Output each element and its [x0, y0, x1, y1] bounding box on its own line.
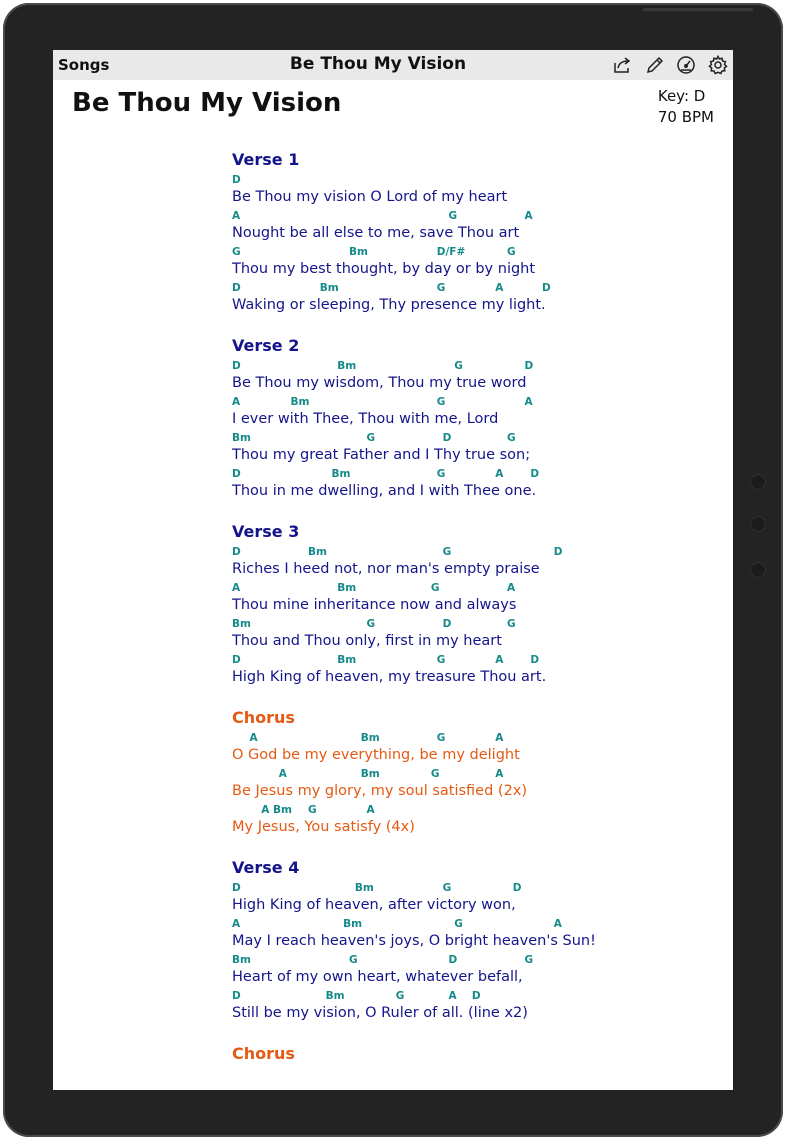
chord: D	[232, 360, 241, 372]
lyric-line: High King of heaven, after victory won,	[232, 897, 516, 913]
lyric-line: Thou my great Father and I Thy true son;	[232, 447, 531, 463]
chord: D	[232, 654, 241, 666]
chord: A	[524, 396, 533, 408]
chord-sheet	[232, 148, 712, 1084]
chord: D	[232, 174, 241, 186]
chord: G	[436, 468, 446, 480]
song-key: Key: D	[657, 87, 706, 105]
chord: A	[495, 282, 504, 294]
lyric-line: Still be my vision, O Ruler of all. (line x2)	[232, 1005, 528, 1021]
sensor-dot	[751, 517, 765, 531]
chord: G	[349, 954, 358, 966]
chord-line	[232, 580, 712, 595]
chord: D	[232, 882, 241, 894]
chord: Bm	[325, 990, 345, 1002]
chord: Bm	[360, 768, 380, 780]
chord-line	[232, 766, 712, 781]
chord: G	[506, 432, 516, 444]
lyric-line: Thou in me dwelling, and I with Thee one.	[232, 483, 537, 499]
chord: D/F#	[436, 246, 466, 258]
chord-line	[232, 616, 712, 631]
chord: D	[471, 990, 481, 1002]
song-tempo: 70 BPM	[657, 108, 714, 126]
section-heading: Verse 4	[232, 858, 300, 877]
lyric-line: O God be my everything, be my delight	[232, 747, 520, 763]
lyric-line: My Jesus, You satisfy (4x)	[232, 819, 415, 835]
section-heading: Verse 3	[232, 522, 300, 541]
chord: A	[495, 654, 504, 666]
speedometer-icon[interactable]	[675, 54, 697, 76]
chord: A	[495, 732, 504, 744]
chord: A	[232, 582, 241, 594]
section-heading: Verse 2	[232, 336, 300, 355]
chord-line	[232, 466, 712, 481]
lyric-line: Nought be all else to me, save Thou art	[232, 225, 520, 241]
app-screen	[53, 50, 733, 1090]
share-icon[interactable]	[611, 54, 633, 76]
device-edge-highlight	[643, 8, 753, 11]
chord: A	[553, 918, 562, 930]
chord-line	[232, 730, 712, 745]
chord: A	[506, 582, 516, 594]
lyric-line: Be Thou my wisdom, Thou my true word	[232, 375, 527, 391]
chord: Bm	[232, 432, 251, 444]
chord: Bm	[272, 804, 292, 816]
chord: Bm	[349, 246, 368, 258]
chorus-section	[232, 706, 712, 838]
chord: G	[366, 618, 376, 630]
chord: D	[232, 468, 241, 480]
chord: Bm	[232, 618, 251, 630]
chord: G	[436, 396, 446, 408]
chord: G	[524, 954, 534, 966]
lyric-line: Thou mine inheritance now and always	[232, 597, 517, 613]
chord: A	[232, 918, 241, 930]
lyric-line: May I reach heaven's joys, O bright heaven's Sun!	[232, 933, 596, 949]
lyric-line: High King of heaven, my treasure Thou art.	[232, 669, 547, 685]
chord-line	[232, 952, 712, 967]
chord: D	[553, 546, 563, 558]
lyric-line: Riches I heed not, nor man's empty praise	[232, 561, 540, 577]
chord: G	[366, 432, 376, 444]
chord: A	[261, 804, 270, 816]
chord: Bm	[319, 282, 339, 294]
chord: Bm	[308, 546, 327, 558]
chord: A	[366, 804, 375, 816]
chord: G	[436, 654, 446, 666]
section-heading: Chorus	[232, 708, 295, 727]
chord-line	[232, 358, 712, 373]
chord-line	[232, 652, 712, 667]
chord-line	[232, 802, 712, 817]
chord: D	[442, 432, 452, 444]
chord: D	[524, 360, 534, 372]
chord: Bm	[337, 582, 357, 594]
chord: A	[448, 990, 457, 1002]
chord-line	[232, 880, 712, 895]
chord: G	[454, 918, 463, 930]
songs-back-button[interactable]: Songs	[58, 56, 110, 74]
chord: Bm	[232, 954, 251, 966]
lyric-line: Be Jesus my glory, my soul satisfied (2x)	[232, 783, 528, 799]
chord: G	[442, 546, 452, 558]
chord: G	[448, 210, 458, 222]
chord: G	[308, 804, 317, 816]
song-meta	[658, 86, 714, 128]
section-heading: Verse 1	[232, 150, 300, 169]
chord: A	[232, 210, 241, 222]
window-title: Be Thou My Vision	[289, 54, 467, 74]
chord: G	[506, 246, 516, 258]
verse-section	[232, 856, 712, 1024]
chord: Bm	[360, 732, 380, 744]
chord-line	[232, 988, 712, 1003]
chord: Bm	[290, 396, 310, 408]
chord: D	[232, 990, 241, 1002]
chord-line	[232, 544, 712, 559]
chord: D	[448, 954, 458, 966]
chord: A	[232, 396, 241, 408]
verse-section	[232, 520, 712, 688]
chord: D	[232, 546, 241, 558]
chord: Bm	[331, 468, 351, 480]
section-heading: Chorus	[232, 1044, 295, 1063]
camera-dot	[751, 475, 765, 489]
chord: Bm	[337, 654, 357, 666]
chord: G	[442, 882, 452, 894]
chord: D	[530, 654, 540, 666]
chord-line	[232, 280, 712, 295]
chord: G	[436, 732, 446, 744]
chord-line	[232, 208, 712, 223]
chord: G	[232, 246, 241, 258]
chord: G	[436, 282, 446, 294]
lyric-line: Be Thou my vision O Lord of my heart	[232, 189, 508, 205]
gear-icon[interactable]	[707, 54, 729, 76]
verse-section	[232, 334, 712, 502]
lyric-line: Waking or sleeping, Thy presence my light.	[232, 297, 546, 313]
chord: D	[512, 882, 522, 894]
chord: G	[454, 360, 463, 372]
chord: G	[430, 768, 440, 780]
chord: A	[249, 732, 258, 744]
lyric-line: Heart of my own heart, whatever befall,	[232, 969, 523, 985]
lyric-line: Thou and Thou only, first in my heart	[232, 633, 502, 649]
chord-line	[232, 916, 712, 931]
chord: Bm	[337, 360, 357, 372]
chord-line	[232, 244, 712, 259]
chord: G	[506, 618, 516, 630]
chord: Bm	[343, 918, 363, 930]
chord: D	[442, 618, 452, 630]
edit-pencil-icon[interactable]	[644, 54, 666, 76]
sensor-dot	[751, 563, 765, 577]
chord: A	[278, 768, 287, 780]
title-bar	[53, 50, 733, 80]
chord: D	[542, 282, 551, 294]
chord: D	[530, 468, 540, 480]
chord: G	[395, 990, 405, 1002]
chord: Bm	[354, 882, 374, 894]
chord-line	[232, 172, 712, 187]
chord-line	[232, 394, 712, 409]
verse-section	[232, 148, 712, 316]
chord-line	[232, 430, 712, 445]
chord: D	[232, 282, 241, 294]
chord: G	[430, 582, 440, 594]
chorus-section	[232, 1042, 712, 1066]
lyric-line: I ever with Thee, Thou with me, Lord	[232, 411, 499, 427]
chord: A	[495, 768, 504, 780]
chord: A	[524, 210, 533, 222]
lyric-line: Thou my best thought, by day or by night	[232, 261, 536, 277]
chord: A	[495, 468, 504, 480]
song-title: Be Thou My Vision	[72, 88, 342, 118]
